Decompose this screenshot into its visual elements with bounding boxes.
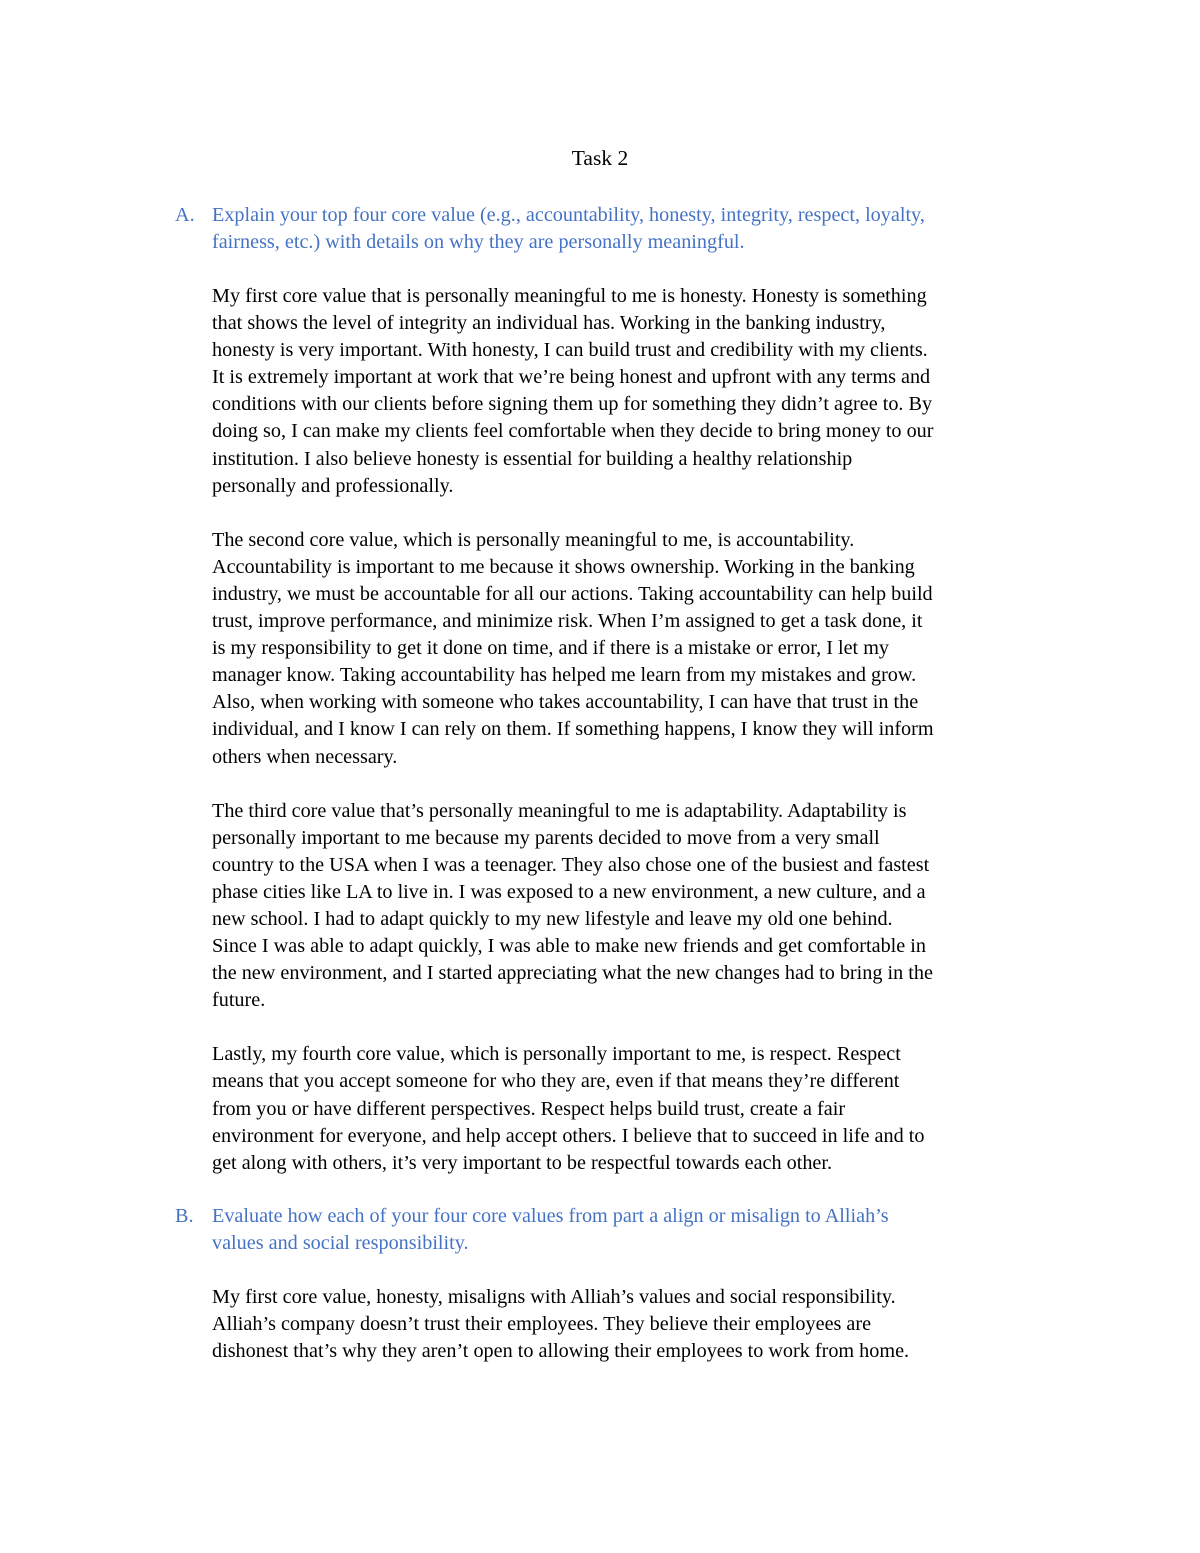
section-a-paragraph-adaptability: The third core value that’s personally meaningful to me is adaptability. Adaptability is personally important to me because my parents decided to move from a very small country to the USA when I was a teenager. They also chose one of the busiest and fastest phase cities like LA to live in. I was exposed to a new environment, a new culture, and a new school. I had to adapt quickly to my new lifestyle and leave my old one behind. Since I was able to adapt quickly, I was able to make new friends and get comfortable in the new environment, and I started appreciating what the new changes had to bring in the future. (212, 799, 933, 1012)
document-title: Task 2 (571, 146, 629, 170)
section-b-paragraph-honesty: My first core value, honesty, misaligns with Alliah’s values and social responsibility. Alliah’s company doesn’t trust their employees. They believe their employees are dishonest that’s why they aren’t open to allowing their employees to work from home. (212, 1286, 910, 1363)
section-b-marker: B. (175, 1205, 194, 1227)
section-a-paragraph-honesty: My first core value that is personally meaningful to me is honesty. Honesty is something that shows the level of integrity an individual has. Working in the banking industry, honesty is very important. With honesty, I can build trust and credibility with my clients. It is extremely important at work that we’re being honest and upfront with any terms and conditions with our clients before signing them up for something they didn’t agree to. By doing so, I can make my clients feel comfortable when they decide to bring money to our institution. I also believe honesty is essential for building a healthy relationship personally and professionally. (212, 285, 934, 497)
section-a (175, 202, 1075, 1177)
section-b (175, 1203, 1075, 1365)
section-a-paragraph-respect: Lastly, my fourth core value, which is personally important to me, is respect. Respect means that you accept someone for who they are, even if that means they’re different from you or have different perspectives. Respect helps build trust, create a fair environment for everyone, and help accept others. I believe that to succeed in life and to get along with others, it’s very important to be respectful towards each other. (212, 1043, 925, 1174)
section-a-question: Explain your top four core value (e.g., accountability, honesty, integrity, respect, loyalty, fairness, etc.) with details on why they are personally meaningful. (212, 204, 925, 253)
section-a-marker: A. (175, 204, 195, 226)
section-a-paragraph-accountability: The second core value, which is personally meaningful to me, is accountability. Accountability is important to me because it shows ownership. Working in the banking industry, we must be accountable for all our actions. Taking accountability can help build trust, improve performance, and minimize risk. When I’m assigned to get a task done, it is my responsibility to get it done on time, and if there is a mistake or error, I let my manager know. Taking accountability has helped me learn from my mistakes and grow. Also, when working with someone who takes accountability, I can have that trust in the individual, and I know I can rely on them. If something happens, I know they will inform others when necessary. (212, 528, 934, 768)
section-b-question: Evaluate how each of your four core values from part a align or misalign to Alliah’s values and social responsibility. (212, 1205, 889, 1254)
